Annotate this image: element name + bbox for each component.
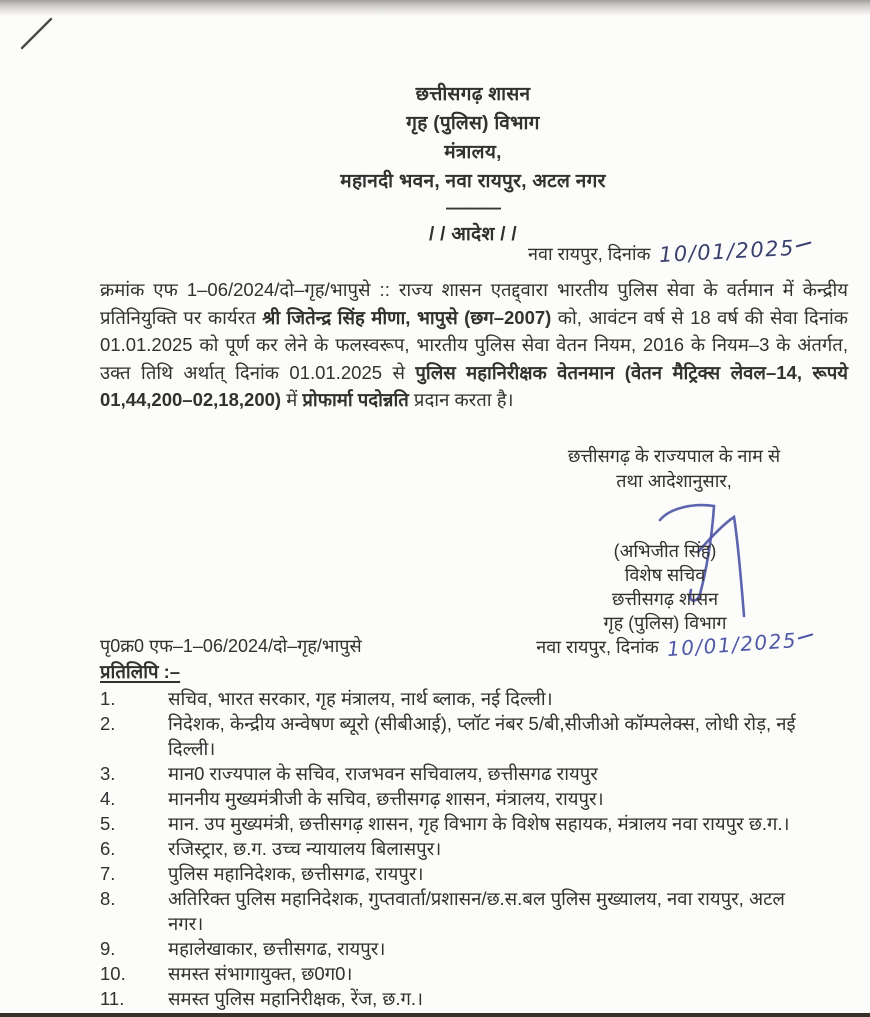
list-item-number: 11. bbox=[100, 988, 125, 1009]
divider-rule: ——— bbox=[446, 198, 500, 219]
order-paragraph-text: को, आवंटन वर्ष से 18 वर्ष की सेवा दिनांक 01.01.2025 को पूर्ण कर लेने के फलस्वरूप, भारतीय पुलिस सेवा वेतन नियम, 2016 के नियम–3 के अंतर्गत, उक्त तिथि अर्थात् दिनांक 01.01.2025 से bbox=[100, 306, 848, 383]
list-item bbox=[100, 961, 818, 986]
scanner-edge-shadow bbox=[0, 0, 870, 16]
list-item bbox=[100, 836, 818, 861]
list-item-number: 9. bbox=[100, 938, 116, 959]
list-item bbox=[100, 886, 818, 936]
list-item bbox=[100, 786, 818, 811]
signatory-designation: विशेष सचिव bbox=[624, 565, 706, 585]
letterhead-line-ministry: मंत्रालय, bbox=[444, 142, 502, 163]
list-item-text: समस्त पुलिस महानिरीक्षक, रेंज, छ.ग.। bbox=[168, 988, 424, 1009]
list-item-text: मान. उप मुख्यमंत्री, छत्तीसगढ़ शासन, गृह विभाग के विशेष सहायक, मंत्रालय नवा रायपुर छ.ग.। bbox=[168, 813, 790, 834]
order-paragraph bbox=[100, 276, 848, 414]
handwritten-issue-date: 10/01/2025 bbox=[659, 235, 813, 267]
signatory-department: गृह (पुलिस) विभाग bbox=[603, 613, 727, 633]
order-paragraph-text: में bbox=[281, 389, 303, 410]
copies-heading: प्रतिलिपि :– bbox=[100, 661, 181, 682]
pen-slash-mark bbox=[16, 12, 62, 58]
letterhead-line-address: महानदी भवन, नवा रायपुर, अटल नगर bbox=[340, 171, 606, 192]
list-item bbox=[100, 686, 818, 711]
list-item-number: 4. bbox=[100, 788, 116, 809]
copies-list bbox=[100, 686, 818, 1011]
by-order-line-2: तथा आदेशानुसार, bbox=[616, 471, 732, 491]
list-item-number: 10. bbox=[100, 963, 126, 984]
list-item-number: 8. bbox=[100, 888, 116, 909]
list-item-number: 2. bbox=[100, 713, 116, 734]
letterhead bbox=[100, 80, 846, 248]
list-item-text: अतिरिक्त पुलिस महानिदेशक, गुप्तवार्ता/प्रशासन/छ.स.बल पुलिस मुख्यालय, नवा रायपुर, अटल नगर। bbox=[168, 888, 785, 934]
endorsement-ref-row bbox=[100, 628, 814, 662]
order-heading: / / आदेश / / bbox=[429, 224, 517, 245]
list-item-number: 6. bbox=[100, 838, 116, 859]
signatory-government: छत्तीसगढ़ शासन bbox=[611, 589, 719, 609]
endorsement-place-date bbox=[536, 628, 814, 662]
letterhead-line-government: छत्तीसगढ़ शासन bbox=[415, 84, 531, 105]
list-item-text: सचिव, भारत सरकार, गृह मंत्रालय, नार्थ ब्लाक, नई दिल्ली। bbox=[168, 688, 553, 709]
handwritten-endorsement-date: 10/01/2025 bbox=[666, 627, 815, 661]
endorsement-date-label: नवा रायपुर, दिनांक bbox=[536, 637, 659, 657]
list-item-number: 7. bbox=[100, 863, 116, 884]
list-item-number: 5. bbox=[100, 813, 116, 834]
signatory-name: (अभिजीत सिंह) bbox=[613, 541, 717, 561]
order-paragraph-emphasis: श्री जितेन्द्र सिंह मीणा, भापुसे (छग–2007) bbox=[262, 306, 552, 328]
list-item-text: माननीय मुख्यमंत्रीजी के सचिव, छत्तीसगढ़ शासन, मंत्रालय, रायपुर। bbox=[168, 788, 604, 809]
list-item-text: मान0 राज्यपाल के सचिव, राजभवन सचिवालय, छत्तीसगढ रायपुर bbox=[168, 763, 598, 784]
bottom-scan-edge bbox=[0, 1013, 870, 1017]
by-order-line-1: छत्तीसगढ़ के राज्यपाल के नाम से bbox=[567, 446, 781, 466]
list-item bbox=[100, 986, 818, 1011]
list-item-number: 1. bbox=[100, 688, 116, 709]
issue-place-date-label: नवा रायपुर, दिनांक bbox=[528, 244, 651, 264]
list-item-text: रजिस्ट्रार, छ.ग. उच्च न्यायालय बिलासपुर। bbox=[168, 838, 442, 859]
list-item bbox=[100, 861, 818, 886]
order-paragraph-emphasis: प्रोफार्मा पदोन्नति bbox=[302, 389, 409, 410]
signatory-block bbox=[556, 539, 774, 635]
order-paragraph-text: क्रमांक एफ 1–06/2024/दो–गृह/भापुसे :: राज्य शासन एतद्द्वारा भारतीय पुलिस सेवा के वर्तमान में केन्द्रीय प्रतिनियुक्ति पर कार्यरत bbox=[100, 279, 848, 328]
list-item-text: महालेखाकार, छत्तीसगढ, रायपुर। bbox=[168, 938, 386, 959]
list-item bbox=[100, 811, 818, 836]
list-item-text: पुलिस महानिदेशक, छत्तीसगढ, रायपुर। bbox=[168, 863, 424, 884]
letterhead-line-department: गृह (पुलिस) विभाग bbox=[406, 113, 540, 134]
list-item bbox=[100, 936, 818, 961]
list-item bbox=[100, 711, 818, 761]
order-paragraph-text: प्रदान करता है। bbox=[408, 389, 514, 410]
list-item-text: निदेशक, केन्द्रीय अन्वेषण ब्यूरो (सीबीआई), प्लॉट नंबर 5/बी,सीजीओ कॉम्पलेक्स, लोधी रोड़, नई दिल्ली। bbox=[168, 713, 796, 759]
endorsement-ref-number: पृ0क्र0 एफ–1–06/2024/दो–गृह/भापुसे bbox=[100, 636, 362, 656]
list-item-text: समस्त संभागायुक्त, छ0ग0। bbox=[168, 963, 353, 984]
order-paragraph-emphasis: पुलिस महानिरीक्षक वेतनमान (वेतन मैट्रिक्स लेवल–14, रूपये 01,44,200–02,18,200) bbox=[100, 361, 848, 410]
by-order-block bbox=[536, 444, 812, 494]
list-item bbox=[100, 761, 818, 786]
issue-place-date bbox=[528, 235, 812, 267]
list-item-number: 3. bbox=[100, 763, 116, 784]
